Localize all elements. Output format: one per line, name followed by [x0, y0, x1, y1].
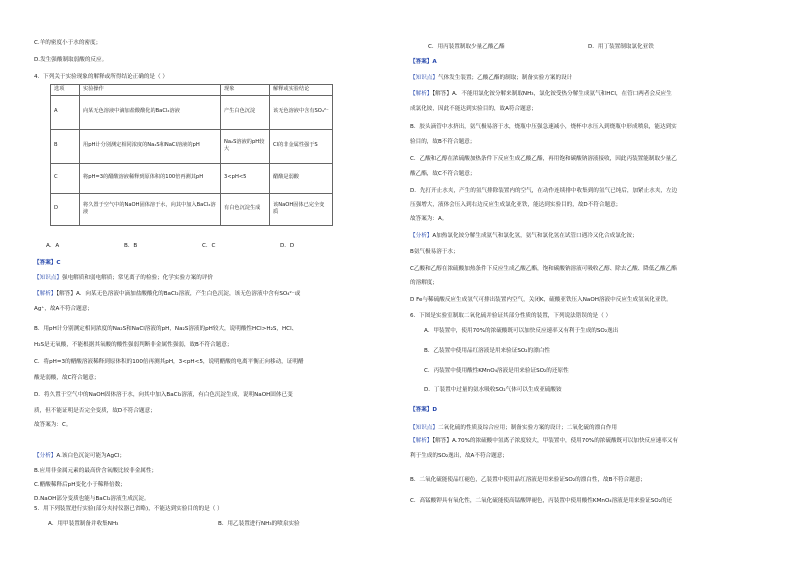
choice-d: D．D [280, 243, 295, 249]
analysis-line: D.NaOH部分变质也能与BaCl₂溶液生成沉淀。 [34, 496, 150, 502]
explanation-label: 【解析】 [34, 291, 57, 297]
explanation-line: C．将pH=3的醋酸溶液稀释到原体积的100倍再测其pH，3<pH<5，说明醋酸的电离平衡正向移动，证明醋 [34, 359, 304, 365]
explanation-label: 【解析】 [410, 438, 433, 444]
table-cell: 向某无色溶液中滴加盐酸酸化的BaCl₂溶液 [80, 95, 221, 129]
explanation-line: 【解答】A．不能用氯化铵分解来制取NH₃，氯化铵受热分解生成氨气和HCl，在管口两者会反应生 [432, 91, 672, 97]
table-row [51, 163, 333, 193]
analysis-label: 【分析】 [34, 453, 57, 459]
q6-option-a: A．甲装置中，使用70%的浓硫酸既可以加快反应速率又有利于生成的SO₂逸出 [424, 328, 619, 334]
analysis-line: C.醋酸稀释后pH变化小于稀释倍数； [34, 482, 126, 488]
knowledge-point-label: 【知识点】 [410, 425, 438, 431]
table-row [51, 193, 333, 225]
knowledge-point-text: 二氧化硫的性质及综合应用；制备实验方案的设计；二氧化硫的漂白作用 [437, 425, 617, 431]
table-cell: 有白色沉淀生成 [221, 193, 270, 225]
knowledge-point-text: 气体发生装置；乙酸乙酯的制取；制备实验方案的设计 [437, 75, 573, 81]
explanation-line: Ag⁺，故A不符合题意； [34, 306, 93, 312]
explanation-line: B．用pH计分别测定相同浓度的Na₂S和NaCl溶液的pH，Na₂S溶液的pH较大，说明酸性HCl>H₂S，HCl、 [34, 326, 298, 332]
question-5-stem: 5．用下列装置进行实验(部分夹持仪器已省略)，不能达到实验目的的是（ ） [34, 506, 223, 512]
explanation-line: H₂S是无氧酸，不能根据其氧酸的酸性强弱判断非金属性强弱，故B不符合题意； [34, 342, 233, 348]
analysis-line: 的溶解度； [410, 280, 438, 286]
q5-option-b: B．用乙装置进行NH₃的喷泉实验 [218, 521, 300, 527]
q5-option-d: D．用丁装置制取氯化亚铁 [588, 44, 654, 50]
table-header: 选项 [51, 85, 80, 96]
explanation-line: 【解答】A.70%的浓硫酸中氢离子浓度较大，甲装置中，使用70%的浓硫酸既可以加快反应速率又有 [432, 438, 679, 444]
choice-a: A．A [46, 243, 60, 249]
explanation-line: D．将久置于空气中的NaOH固体溶于水，向其中加入BaCl₂溶液，有白色沉淀生成，说明NaOH固体已变 [34, 392, 293, 398]
answer-label: 【答案】C [34, 260, 61, 266]
table-cell: C [51, 163, 80, 193]
explanation-line: C．乙酸和乙醇在浓硫酸加热条件下反应生成乙酸乙酯，再用饱和碳酸钠溶液接收，因此丙装置能制取少量乙 [410, 156, 677, 162]
answer-label: 【答案】D [410, 407, 438, 413]
table-header-row [51, 85, 333, 96]
table-cell: 将pH=3的醋酸溶液稀释到原体积的100倍再测其pH [80, 163, 221, 193]
choice-c: C．C [202, 243, 216, 249]
table-header: 实验操作 [80, 85, 221, 96]
table-cell: D [51, 193, 80, 225]
table-cell: 用pH计分别测定相同浓度的Na₂S和NaCl溶液的pH [80, 129, 221, 163]
explanation-line: 验目的，故B不符合题意； [410, 139, 476, 145]
explanation-line: 【解答】A．向某无色溶液中滴加盐酸酸化的BaCl₂溶液，产生白色沉淀，该无色溶液中含有SO₄²⁻或 [56, 291, 301, 297]
knowledge-point-label: 【知识点】 [34, 275, 62, 281]
explanation-line: 质，但不能证明是否完全变质，故D不符合题意； [34, 408, 156, 414]
text-line: D.发生强酸制取弱酸的反应。 [34, 57, 108, 63]
q5-option-a: A．用甲装置制备并收集NH₃ [48, 521, 119, 527]
question-6-stem: 6．下图是实验室制取二氧化硫并验证其部分性质的装置，下列说法错误的是（ ） [410, 313, 612, 319]
question-4-stem: 4．下列关于实验现象的解释或所得结论正确的是（ ） [34, 74, 168, 80]
q6-option-d: D．丁装置中过量的氨水吸收SO₂气体可以生成亚硫酸铵 [424, 387, 562, 393]
explanation-line: 成氯化铵，因此不能达到实验目的，故A符合题意； [410, 106, 537, 112]
text-line: C.羊的密度小于水的密度； [34, 40, 102, 46]
table-cell: Na₂S溶液的pH较大 [221, 129, 270, 163]
table-row [51, 129, 333, 163]
table-cell: 产生白色沉淀 [221, 95, 270, 129]
analysis-line: C乙酸和乙醇在浓硫酸加热条件下反应生成乙酸乙酯，饱和碳酸钠溶液可吸收乙醇、除去乙酸、降低乙酸乙酯 [410, 266, 677, 272]
choice-b: B．B [124, 243, 138, 249]
table-cell: Cl的非金属性强于S [270, 129, 333, 163]
knowledge-point-label: 【知识点】 [410, 75, 438, 81]
table-header: 现象 [221, 85, 270, 96]
explanation-label: 【解析】 [410, 91, 433, 97]
explanation-line: 酸乙酯，故C不符合题意； [410, 171, 476, 177]
explanation-line: 故答案为：C。 [34, 422, 72, 428]
q5-option-c: C．用丙装置制取少量乙酸乙酯 [428, 44, 505, 50]
explanation-line: B．二氧化硫能使品红褪色，乙装置中使用品红溶液是用来验证SO₂的漂白性，故B不符合题意； [410, 477, 647, 483]
explanation-line: 压强增大，液体会压入到右边反应生成氯化亚铁，能达到实验目的，故D不符合题意； [410, 202, 622, 208]
explanation-line: 故答案为：A。 [410, 216, 448, 222]
q4-table [50, 84, 333, 226]
explanation-line: D．先打开止水夹，产生的氢气排除装置内的空气，在动作连续排中收集到的氢气已纯后，加紧止水夹，左边 [410, 188, 678, 194]
table-cell: A [51, 95, 80, 129]
table-header: 解释或实验结论 [270, 85, 333, 96]
q6-option-b: B．乙装置中使用品红溶液是用来验证SO₂的漂白性 [424, 348, 550, 354]
knowledge-point-text: 强电解质和弱电解质；常见离子的检验；化学实验方案的评价 [61, 275, 214, 281]
table-cell: B [51, 129, 80, 163]
table-cell: 该无色溶液中含有SO₄²⁻ [270, 95, 333, 129]
analysis-line: D Fe与稀硫酸反应生成氢气可排出装置内空气，关闭K，硫酸亚铁压入NaOH溶液中反应生成氢氧化亚铁。 [410, 297, 672, 303]
explanation-line: C．高锰酸钾具有氧化性，二氧化硫能使高锰酸钾褪色，丙装置中使用酸性KMnO₄溶液是用来验证SO₂的还 [410, 498, 673, 504]
analysis-line: A加热氯化铵分解生成氨气和氯化氢，氨气和氯化氢在试管口遇冷又化合成氯化铵； [432, 233, 638, 239]
answer-label: 【答案】A [410, 59, 437, 65]
table-cell: 该NaOH固体已完全变质 [270, 193, 333, 225]
explanation-line: 利于生成的SO₂逸出，故A不符合题意； [410, 453, 508, 459]
analysis-line: B氨气极易溶于水； [410, 249, 459, 255]
explanation-line: 酸是弱酸，故C符合题意； [34, 375, 100, 381]
table-cell: 醋酸是弱酸 [270, 163, 333, 193]
table-row [51, 95, 333, 129]
analysis-line: B.应用非金属元素的最高价含氧酸比较非金属性； [34, 468, 158, 474]
q6-option-c: C．丙装置中使用酸性KMnO₄溶液是用来验证SO₂的还原性 [424, 368, 569, 374]
table-cell: 3<pH<5 [221, 163, 270, 193]
explanation-line: B．胶头滴管中水挤出，氨气极易溶于水，烧瓶中压强急速减小，烧杯中水压入到烧瓶中形成喷泉，能达到实 [410, 124, 677, 130]
table-cell: 将久置于空气中的NaOH固体溶于水，向其中加入BaCl₂溶液 [80, 193, 221, 225]
analysis-label: 【分析】 [410, 233, 433, 239]
analysis-line: A.该白色沉淀可能为AgCl； [56, 453, 126, 459]
